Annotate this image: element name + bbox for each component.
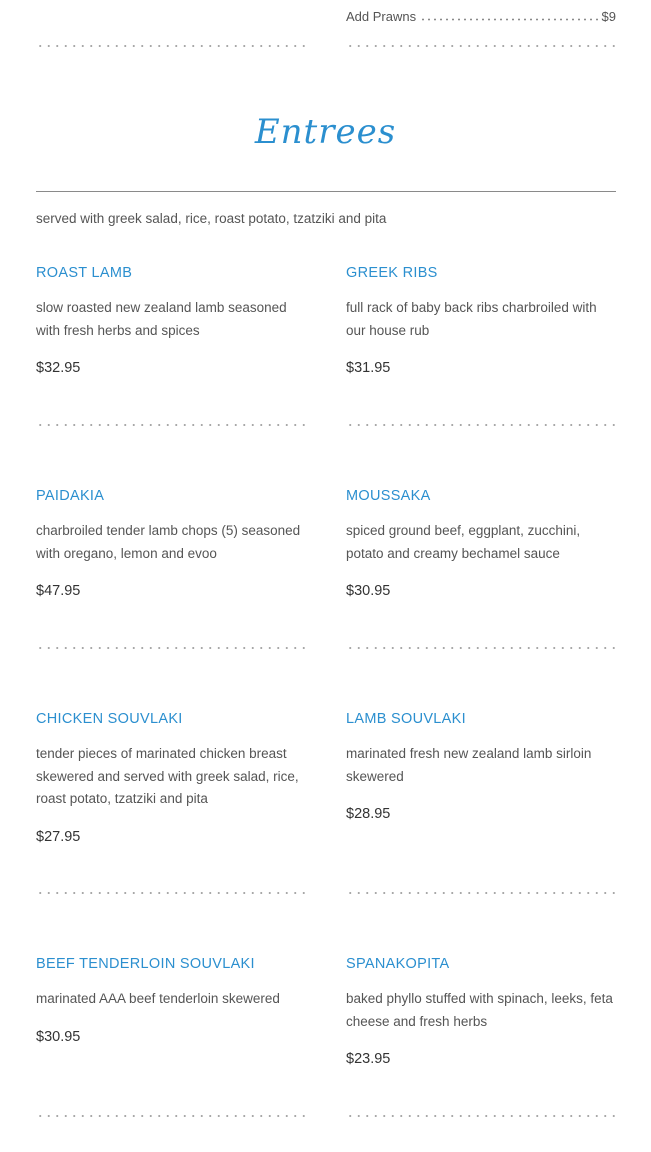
item-name: LAMB SOUVLAKI	[346, 711, 466, 727]
item-price: $31.95	[346, 360, 391, 376]
menu-item-roast-lamb	[36, 264, 308, 376]
item-price: $32.95	[36, 360, 81, 376]
menu-item-lamb-souvlaki	[346, 710, 618, 822]
menu-item-moussaka	[346, 487, 618, 599]
item-description: marinated AAA beef tenderloin skewered	[36, 991, 280, 1006]
addon-price: $9	[601, 9, 616, 24]
item-description: charbroiled tender lamb chops (5) seasoned with oregano, lemon and evoo	[36, 523, 301, 561]
addon-prawns	[346, 9, 616, 24]
item-description: slow roasted new zealand lamb seasoned with fresh herbs and spices	[36, 300, 287, 338]
dotted-divider	[36, 891, 306, 895]
section-note: served with greek salad, rice, roast potato, tzatziki and pita	[36, 211, 387, 226]
dotted-divider	[346, 1114, 616, 1118]
menu-item-beef-tenderloin-souvlaki	[36, 955, 308, 1045]
item-description: tender pieces of marinated chicken breast skewered and served with greek salad, rice, roast potato, tzatziki and pita	[36, 746, 299, 806]
item-description: baked phyllo stuffed with spinach, leeks, feta cheese and fresh herbs	[346, 991, 613, 1029]
addon-label: Add Prawns	[346, 9, 417, 24]
section-rule	[36, 191, 616, 192]
item-price: $28.95	[346, 806, 391, 822]
item-name: ROAST LAMB	[36, 265, 133, 281]
menu-item-spanakopita	[346, 955, 618, 1067]
item-price: $30.95	[36, 1028, 81, 1045]
item-name: CHICKEN SOUVLAKI	[36, 711, 183, 727]
dotted-divider	[36, 1114, 306, 1118]
dotted-divider	[36, 44, 306, 48]
item-description: marinated fresh new zealand lamb sirloin skewered	[346, 746, 592, 784]
dot-leader	[420, 18, 597, 21]
item-name: GREEK RIBS	[346, 265, 438, 281]
menu-item-chicken-souvlaki	[36, 710, 308, 845]
item-price: $30.95	[346, 583, 391, 599]
item-name: SPANAKOPITA	[346, 956, 450, 972]
dotted-divider	[346, 44, 616, 48]
item-price: $47.95	[36, 583, 81, 599]
dotted-divider	[346, 423, 616, 427]
item-price: $23.95	[346, 1051, 391, 1067]
section-title: Entrees	[254, 112, 397, 152]
menu-item-paidakia	[36, 487, 308, 599]
item-name: PAIDAKIA	[36, 488, 105, 504]
item-description: spiced ground beef, eggplant, zucchini, potato and creamy bechamel sauce	[346, 523, 581, 561]
item-name: BEEF TENDERLOIN SOUVLAKI	[36, 956, 255, 972]
dotted-divider	[36, 423, 306, 427]
menu-item-greek-ribs	[346, 264, 618, 376]
item-price: $27.95	[36, 828, 81, 845]
item-description: full rack of baby back ribs charbroiled with our house rub	[346, 300, 597, 338]
dotted-divider	[346, 646, 616, 650]
dotted-divider	[346, 891, 616, 895]
item-name: MOUSSAKA	[346, 488, 431, 504]
dotted-divider	[36, 646, 306, 650]
